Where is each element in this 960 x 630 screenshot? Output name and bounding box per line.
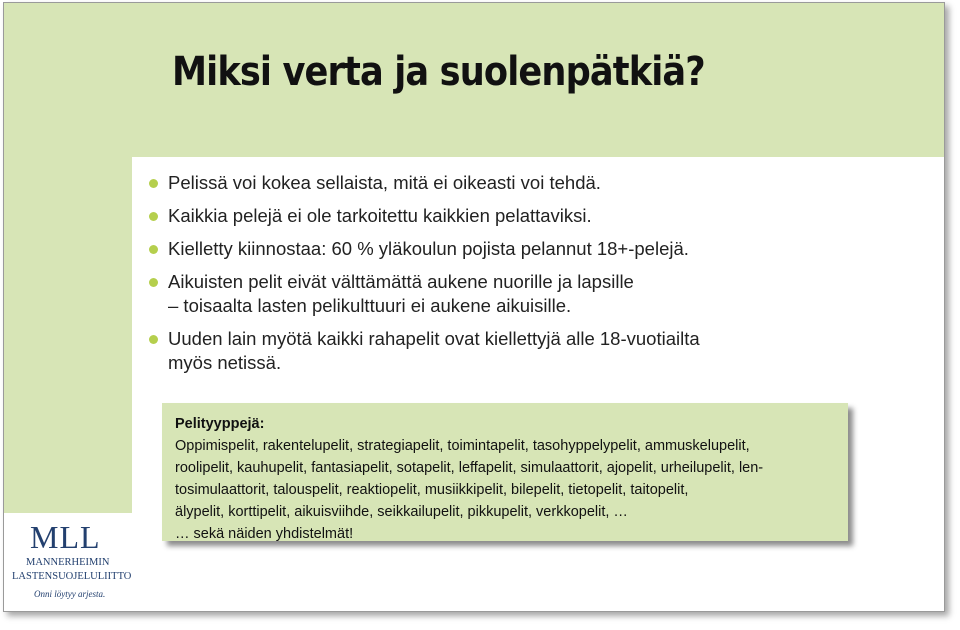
bullet-item <box>148 204 868 228</box>
game-types-line: älypelit, korttipelit, aikuisviihde, seikkailupelit, pikkupelit, verkkopelit, … <box>175 504 628 520</box>
bullet-dot-icon <box>149 335 158 344</box>
logo-line-2: LASTENSUOJELULIITTO <box>12 571 132 582</box>
bullet-text: Aikuisten pelit eivät välttämättä aukene nuorille ja lapsille <box>168 271 634 292</box>
logo-line-1: MANNERHEIMIN <box>26 557 110 568</box>
bullet-text: Kaikkia pelejä ei ole tarkoitettu kaikkien pelattaviksi. <box>168 205 592 226</box>
logo-tagline: Onni löytyy arjesta. <box>34 589 106 599</box>
slide-title: Miksi verta ja suolenpätkiä? <box>172 49 705 95</box>
game-types-line: Oppimispelit, rakentelupelit, strategiapelit, toimintapelit, tasohyppelypelit, ammuskelupelit, <box>175 438 750 454</box>
bullet-dot-icon <box>149 179 158 188</box>
bullet-text: Uuden lain myötä kaikki rahapelit ovat kiellettyjä alle 18-vuotiailta <box>168 328 700 349</box>
bullet-item <box>148 171 868 195</box>
bullet-text: Pelissä voi kokea sellaista, mitä ei oikeasti voi tehdä. <box>168 172 601 193</box>
slide <box>3 2 945 612</box>
bullet-dot-icon <box>149 245 158 254</box>
game-types-box <box>162 403 848 541</box>
bullet-dot-icon <box>149 278 158 287</box>
mll-logo-mark: MLL <box>30 519 101 555</box>
bullet-text: Kielletty kiinnostaa: 60 % yläkoulun pojista pelannut 18+-pelejä. <box>168 238 689 259</box>
game-types-heading: Pelityyppejä: <box>175 416 265 432</box>
bullet-item <box>148 270 868 318</box>
game-types-line: … sekä näiden yhdistelmät! <box>175 526 354 542</box>
bullet-item <box>148 327 868 375</box>
bullet-continuation: myös netissä. <box>168 352 282 373</box>
bullet-list <box>148 171 868 384</box>
bullet-dot-icon <box>149 212 158 221</box>
bullet-continuation: – toisaalta lasten pelikulttuuri ei aukene aikuisille. <box>168 295 572 316</box>
game-types-line: tosimulaattorit, talouspelit, reaktiopelit, musiikkipelit, bilepelit, tietopelit, taitopelit, <box>175 482 689 498</box>
bullet-item <box>148 237 868 261</box>
game-types-line: roolipelit, kauhupelit, fantasiapelit, sotapelit, leffapelit, simulaattorit, ajopelit, urheilupelit, len- <box>175 460 764 476</box>
mll-logo <box>10 515 130 605</box>
left-accent-band <box>4 157 132 513</box>
title-band <box>4 3 944 157</box>
